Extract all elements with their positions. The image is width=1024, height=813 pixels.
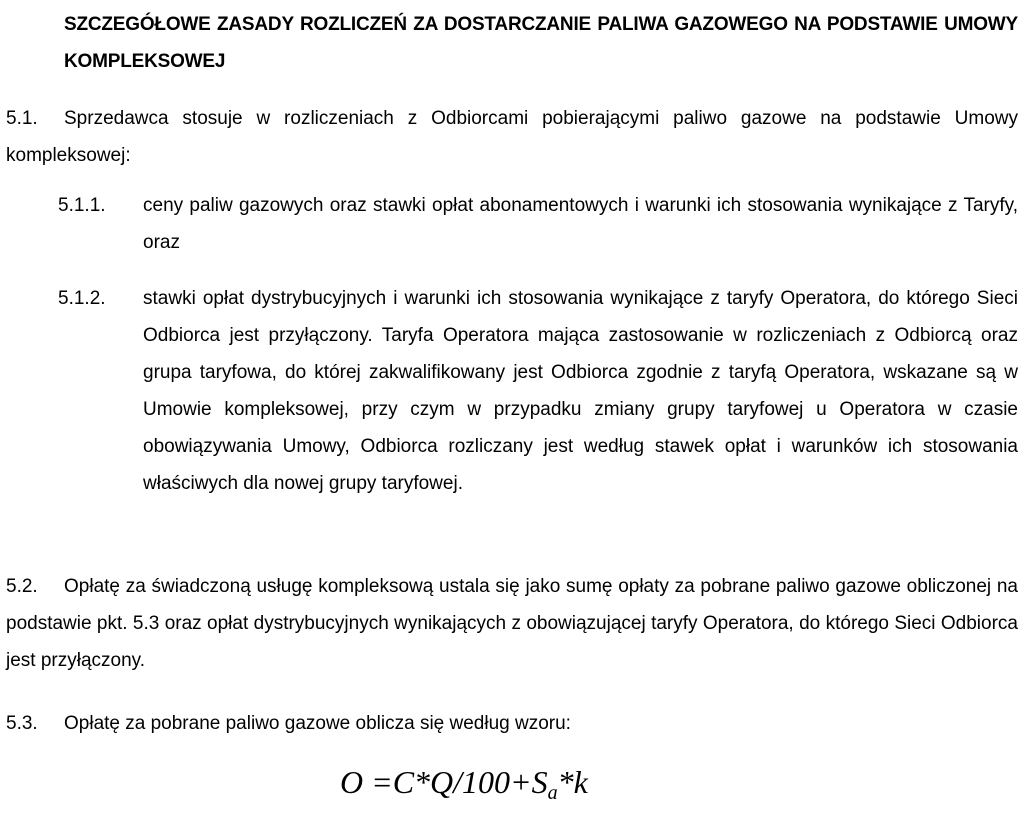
heading-number: [6, 6, 64, 43]
paragraph-number: 5.1.1.: [58, 195, 106, 216]
paragraph-text: Opłatę za pobrane paliwo gazowe oblicza się według wzoru:: [64, 713, 571, 734]
heading-line: [6, 6, 1018, 80]
paragraph-5-1-1: [58, 187, 1018, 261]
formula-subscript: a: [547, 782, 558, 804]
paragraph-5-2: [6, 568, 1018, 679]
paragraph-number: 5.1.2.: [58, 288, 106, 309]
paragraph-text: Opłatę za świadczoną usługę kompleksową ustala się jako sumę opłaty za pobrane paliwo gazowe obliczonej na podstawie pkt. 5.3 oraz opłat dystrybucyjnych wynikających z obowiązującej taryfy Operatora, do którego Sieci Odbiorca jest przyłączony.: [6, 576, 1018, 671]
formula-main: O =C*Q/100+S: [340, 764, 548, 800]
paragraph-5-3: [6, 705, 1018, 742]
paragraph-text: Sprzedawca stosuje w rozliczeniach z Odbiorcami pobierającymi paliwo gazowe na podstawie Umowy kompleksowej:: [6, 108, 1018, 166]
paragraph-number: 5.2.: [6, 576, 38, 597]
fee-formula: [340, 762, 700, 813]
section-heading: [6, 6, 1018, 80]
paragraph-number: 5.3.: [6, 713, 38, 734]
heading-text: SZCZEGÓŁOWE ZASADY ROZLICZEŃ ZA DOSTARCZANIE PALIWA GAZOWEGO NA PODSTAWIE UMOWY KOMPLEKSOWEJ: [64, 14, 1018, 72]
paragraph-text: stawki opłat dystrybucyjnych i warunki ich stosowania wynikające z taryfy Operatora, do którego Sieci Odbiorca jest przyłączony. Taryfa Operatora mająca zastosowanie w rozliczeniach z Odbiorcą oraz grupa taryfowa, do której zakwalifikowany jest Odbiorca zgodnie z taryfą Operatora, wskazane są w Umowie kompleksowej, przy czym w przypadku zmiany grupy taryfowej u Operatora w czasie obowiązywania Umowy, Odbiorca rozliczany jest według stawek opłat i warunków ich stosowania właściwych dla nowej grupy taryfowej.: [143, 288, 1018, 494]
paragraph-text: ceny paliw gazowych oraz stawki opłat abonamentowych i warunki ich stosowania wynikające z Taryfy, oraz: [143, 195, 1018, 253]
formula-tail: *k: [557, 764, 588, 800]
paragraph-5-1-2: [58, 280, 1018, 502]
paragraph-number: 5.1.: [6, 108, 38, 129]
paragraph-5-1: [6, 100, 1018, 174]
